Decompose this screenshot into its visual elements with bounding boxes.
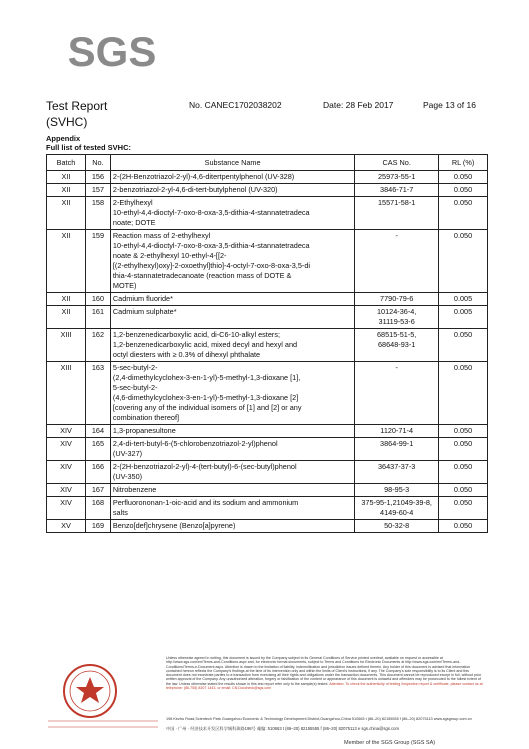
cell-substance-name: Cadmium fluoride* [110,293,354,306]
cell-batch: XII [47,293,86,306]
report-number: No. CANEC1702038202 [189,100,282,110]
table-row [47,306,488,329]
cell-substance-name: Cadmium sulphate* [110,306,354,329]
cell-batch: XIV [47,484,86,497]
cell-batch: XII [47,230,86,293]
stamp-graphic [46,657,160,733]
cell-rl: 0.050 [439,230,488,293]
cell-substance-name: 2-benzotriazol-2-yl-4,6-di-tert-butylphenol (UV-320) [110,184,354,197]
cell-batch: XIII [47,329,86,362]
cell-rl: 0.050 [439,329,488,362]
cell-cas-no: - [355,230,439,293]
cell-batch: XIV [47,438,86,461]
header-substance-name: Substance Name [110,155,354,171]
authenticity-notice: Attention: To check the authenticity of testing /inspection report & certificate, please contact us at telephone: (86-755) 8307 1443, or email: CN.Doccheck@sgs.com [166,681,483,691]
cell-substance-name: Benzo[def]chrysene (Benzo[a]pyrene) [110,520,354,533]
cell-rl: 0.050 [439,197,488,230]
table-row [47,497,488,520]
cell-substance-name: 1,2-benzenedicarboxylic acid, di-C6-10-alkyl esters; 1,2-benzenedicarboxylic acid, mixed decyl and hexyl and octyl diesters with ≥ 0.3% of dihexyl phthalate [110,329,354,362]
cell-rl: 0.005 [439,293,488,306]
cell-substance-name: 1,3-propanesultone [110,425,354,438]
appendix-subtitle: Full list of tested SVHC: [46,143,132,152]
cell-no: 156 [85,171,110,184]
cell-cas-no: 68515-51-5, 68648-93-1 [355,329,439,362]
cell-no: 163 [85,362,110,425]
cell-batch: XII [47,184,86,197]
cell-rl: 0.050 [439,362,488,425]
table-row [47,329,488,362]
report-subtitle: (SVHC) [46,115,88,129]
cell-substance-name: 5-sec-butyl-2- (2,4-dimethylcyclohex-3-en-1-yl)-5-methyl-1,3-dioxane [1], 5-sec-butyl-2- (4,6-dimethylcyclohex-3-en-1-yl)-5-methyl-1,3-dioxane [2] [covering any of the individual isomers of [1] and [2] or any combination thereof] [110,362,354,425]
member-statement: Member of the SGS Group (SGS SA) [344,740,436,746]
report-title: Test Report [46,99,108,113]
cell-batch: XII [47,197,86,230]
cell-batch: XII [47,306,86,329]
cell-no: 166 [85,461,110,484]
address-english: 198 Kezhu Road,Scientech Park Guangzhou Economic & Technology Development District,Guangzhou,China 510663 t (86–20) 82155555 f (86–20) 82075113 www.sgsgroup.com.cn [166,717,472,721]
cell-no: 167 [85,484,110,497]
cell-rl: 0.005 [439,306,488,329]
cell-batch: XIV [47,425,86,438]
cell-no: 157 [85,184,110,197]
cell-cas-no: 36437-37-3 [355,461,439,484]
table-header-row [47,155,488,171]
page-indicator: Page 13 of 16 [423,100,476,110]
cell-rl: 0.050 [439,484,488,497]
cell-cas-no: 3846-71-7 [355,184,439,197]
cell-batch: XIV [47,497,86,520]
table-row [47,520,488,533]
cell-rl: 0.050 [439,184,488,197]
cell-batch: XV [47,520,86,533]
appendix-title: Appendix [46,134,81,143]
cell-rl: 0.050 [439,497,488,520]
cell-no: 162 [85,329,110,362]
address-chinese: 中国 · 广州 · 经济技术开发区科学城科珠路198号 邮编: 510663 t (86–20) 82155555 f (86–20) 82075113 e sgs.china@sgs.com [166,726,399,731]
cell-batch: XII [47,171,86,184]
table-row [47,425,488,438]
cell-cas-no: 15571-58-1 [355,197,439,230]
table-body [47,171,488,533]
cell-substance-name: 2-(2H-Benzotriazol-2-yl)-4,6-ditertpentylphenol (UV-328) [110,171,354,184]
table-row [47,197,488,230]
table-row [47,461,488,484]
header-cas-no: CAS No. [355,155,439,171]
table-row [47,293,488,306]
cell-substance-name: 2-Ethylhexyl 10-ethyl-4,4-dioctyl-7-oxo-8-oxa-3,5-dithia-4-stannatetradeca noate; DOTE [110,197,354,230]
cell-batch: XIII [47,362,86,425]
cell-cas-no: 3864-99-1 [355,438,439,461]
report-date: Date: 28 Feb 2017 [323,100,394,110]
disclaimer-text: Unless otherwise agreed in writing, this document is issued by the Company subject to its General Conditions of Service printed overleaf, available on request or accessible at http://www.sgs.com/en/Terms-and-Conditions.aspx and, for electronic format documents, subject to Terms and Conditions for Electronic Documents at http://www.sgs.com/en/Terms-and-Conditions/Terms-e-Document.aspx. Attention is drawn to the limitation of liability, indemnification and jurisdiction issues defined therein. Any holder of this document is advised that information contained hereon reflects the Company's findings at the time of its intervention only and within the limits of Client's instructions, if any. The Company's sole responsibility is to its Client and this document does not exonerate parties to a transaction from exercising all their rights and obligations under the transaction documents. This document cannot be reproduced except in full, without prior written approval of the Company. Any unauthorized alteration, forgery or falsification of the content or appearance of this document is unlawful and offenders may be prosecuted to the fullest extent of the law. Unless otherwise stated the results shown in this test report refer only to the sample(s) tested. [166,656,482,686]
cell-cas-no: 50-32-8 [355,520,439,533]
cell-substance-name: 2-(2H-benzotriazol-2-yl)-4-(tert-butyl)-6-(sec-butyl)phenol (UV-350) [110,461,354,484]
cell-cas-no: 7790-79-6 [355,293,439,306]
legal-disclaimer [166,656,484,690]
table-row [47,484,488,497]
header-no: No. [85,155,110,171]
svhc-table [46,154,488,533]
table-row [47,362,488,425]
cell-no: 169 [85,520,110,533]
cell-rl: 0.050 [439,438,488,461]
cell-no: 158 [85,197,110,230]
certification-stamp [46,657,160,733]
cell-batch: XIV [47,461,86,484]
sgs-logo-text: SGS [67,28,157,74]
cell-substance-name: Perfluorononan-1-oic-acid and its sodium and ammonium salts [110,497,354,520]
cell-rl: 0.050 [439,520,488,533]
cell-cas-no: 25973-55-1 [355,171,439,184]
cell-cas-no: 1120-71-4 [355,425,439,438]
cell-no: 165 [85,438,110,461]
cell-substance-name: Reaction mass of 2-ethylhexyl 10-ethyl-4,4-dioctyl-7-oxo-8-oxa-3,5-dithia-4-stannatetradeca noate & 2-ethylhexyl 10-ethyl-4-[[2- [(2-ethylhexyl)oxy]-2-oxoethyl]thio]-4-octyl-7-oxo-8-oxa-3,5-di thia-4-stannatetradecanoate (reaction mass of DOTE & MOTE) [110,230,354,293]
cell-no: 160 [85,293,110,306]
cell-no: 159 [85,230,110,293]
sgs-logo-graphic [66,26,158,74]
cell-cas-no: 375-95-1,21049-39-8, 4149-60-4 [355,497,439,520]
table-row [47,171,488,184]
cell-rl: 0.050 [439,461,488,484]
cell-substance-name: Nitrobenzene [110,484,354,497]
sgs-logo [66,26,158,74]
table-row [47,438,488,461]
cell-no: 161 [85,306,110,329]
table-row [47,184,488,197]
cell-rl: 0.050 [439,425,488,438]
header-batch: Batch [47,155,86,171]
header-rl: RL (%) [439,155,488,171]
cell-rl: 0.050 [439,171,488,184]
table-row [47,230,488,293]
cell-no: 168 [85,497,110,520]
cell-cas-no: 10124-36-4, 31119-53-6 [355,306,439,329]
cell-cas-no: - [355,362,439,425]
cell-no: 164 [85,425,110,438]
cell-substance-name: 2,4-di-tert-butyl-6-(5-chlorobenzotriazol-2-yl)phenol (UV-327) [110,438,354,461]
cell-cas-no: 98-95-3 [355,484,439,497]
